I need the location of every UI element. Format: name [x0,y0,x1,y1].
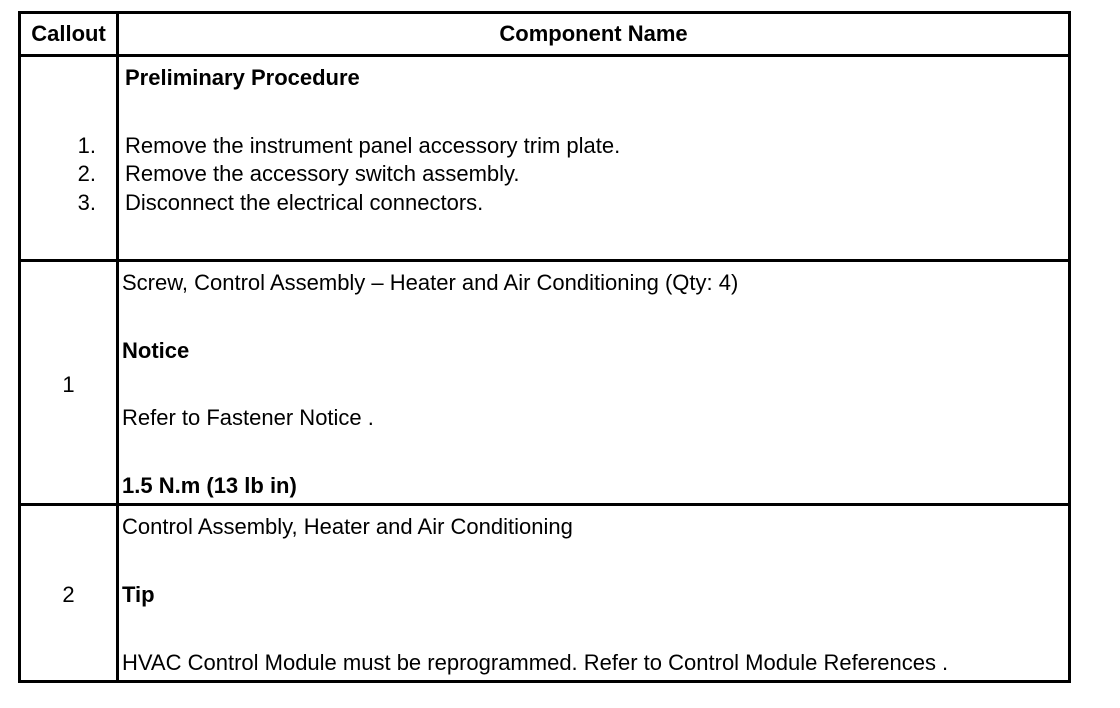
step-text: Disconnect the electrical connectors. [125,190,484,215]
step-text: Remove the instrument panel accessory trim plate. [125,133,621,158]
header-callout: Callout [31,21,106,46]
step-number: 1. [77,133,96,158]
header-component-name: Component Name [499,21,688,46]
component-name: Screw, Control Assembly – Heater and Air Conditioning (Qty: 4) [122,270,739,295]
preliminary-title: Preliminary Procedure [125,65,360,90]
row-divider [21,259,1068,262]
component-name: Control Assembly, Heater and Air Conditioning [122,514,573,539]
step-text: Remove the accessory switch assembly. [125,161,520,186]
column-divider [116,14,119,680]
notice-text: Refer to Fastener Notice . [122,405,374,430]
header-divider [21,54,1068,57]
tip-text: HVAC Control Module must be reprogrammed. Refer to Control Module References . [122,650,949,675]
callout-number: 1 [62,372,75,397]
step-number: 2. [77,161,96,186]
callout-number: 2 [62,582,75,607]
tip-title: Tip [122,582,155,607]
torque-spec: 1.5 N.m (13 lb in) [122,473,297,498]
notice-title: Notice [122,338,190,363]
procedure-table [18,11,1071,683]
row-divider [21,503,1068,506]
step-number: 3. [77,190,96,215]
